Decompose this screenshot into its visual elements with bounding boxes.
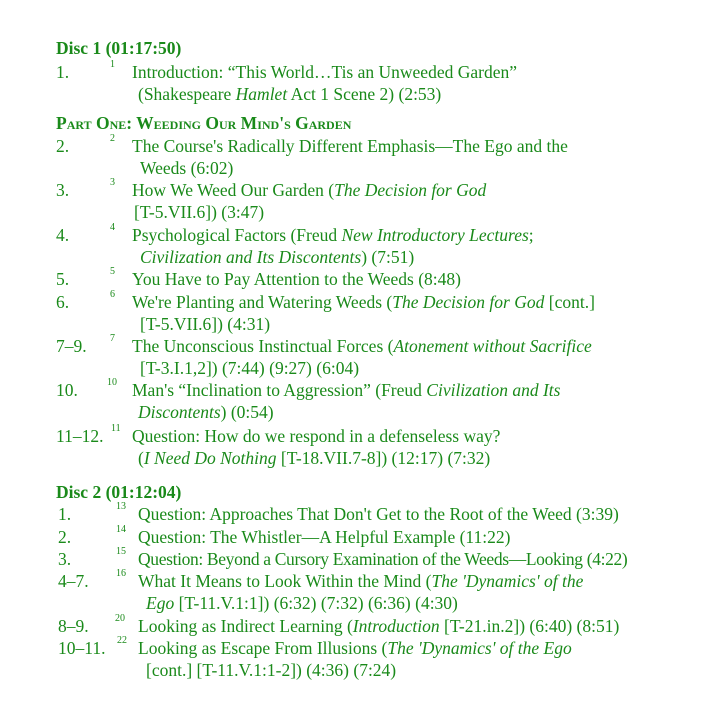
track-title-continued: Weeds (6:02) (140, 158, 234, 178)
track-title: Man's “Inclination to Aggression” (Freud Civilization and Its (132, 380, 561, 400)
track-index: 3 (110, 177, 115, 188)
track-number: 10–11. (58, 638, 106, 658)
track-index: 14 (116, 524, 126, 535)
track-title-continued: Discontents) (0:54) (138, 402, 274, 422)
track-title: What It Means to Look Within the Mind (The 'Dynamics' of the (138, 571, 584, 591)
track-title: How We Weed Our Garden (The Decision for God (132, 180, 487, 200)
track-number: 1. (56, 62, 70, 82)
track-title: Question: How do we respond in a defenseless way? (132, 426, 501, 446)
track-index: 4 (110, 222, 115, 233)
track-number: 6. (56, 292, 70, 312)
track-index: 16 (116, 568, 126, 579)
track-index: 1 (110, 59, 115, 70)
track-index: 22 (117, 635, 127, 646)
track-title-continued: [cont.] [T-11.V.1:1-2]) (4:36) (7:24) (146, 660, 397, 680)
track-title: Looking as Indirect Learning (Introduction [T-21.in.2]) (6:40) (8:51) (138, 616, 620, 636)
track-title-continued: [T-5.VII.6]) (4:31) (140, 314, 271, 334)
track-number: 11–12. (56, 426, 104, 446)
track-index: 13 (116, 501, 126, 512)
track-number: 8–9. (58, 616, 89, 636)
track-title: We're Planting and Watering Weeds (The Decision for God [cont.] (132, 292, 595, 312)
track-number: 10. (56, 380, 78, 400)
track-number: 4–7. (58, 571, 89, 591)
track-index: 15 (116, 546, 126, 557)
track-index: 5 (110, 266, 115, 277)
track-title-continued: Civilization and Its Discontents) (7:51) (140, 247, 415, 267)
disc-1-heading: Disc 1 (01:17:50) (56, 38, 182, 58)
track-title: Psychological Factors (Freud New Introductory Lectures; (132, 225, 534, 245)
track-title: The Unconscious Instinctual Forces (Atonement without Sacrifice (132, 336, 592, 356)
track-number: 3. (56, 180, 70, 200)
track-title: Question: The Whistler—A Helpful Example (11:22) (138, 527, 511, 547)
track-title-continued: (I Need Do Nothing [T-18.VII.7-8]) (12:17) (7:32) (138, 448, 491, 468)
track-title-continued: [T-5.VII.6]) (3:47) (134, 202, 265, 222)
track-number: 2. (58, 527, 72, 547)
track-index: 20 (115, 613, 125, 624)
track-title: Question: Approaches That Don't Get to the Root of the Weed (3:39) (138, 504, 619, 524)
track-index: 11 (111, 423, 121, 434)
track-title-continued: (Shakespeare Hamlet Act 1 Scene 2) (2:53) (138, 84, 442, 104)
track-number: 4. (56, 225, 70, 245)
track-index: 6 (110, 289, 115, 300)
track-number: 7–9. (56, 336, 87, 356)
track-number: 2. (56, 136, 70, 156)
track-number: 3. (58, 549, 72, 569)
track-title: Looking as Escape From Illusions (The 'Dynamics' of the Ego (138, 638, 572, 658)
track-index: 2 (110, 133, 115, 144)
track-title: Introduction: “This World…Tis an Unweeded Garden” (132, 62, 517, 82)
track-title-continued: Ego [T-11.V.1:1]) (6:32) (7:32) (6:36) (4:30) (146, 593, 458, 613)
track-title: The Course's Radically Different Emphasis—The Ego and the (132, 136, 568, 156)
track-title: Question: Beyond a Cursory Examination of the Weeds—Looking (4:22) (138, 549, 628, 569)
track-index: 10 (107, 377, 117, 388)
disc-2-heading: Disc 2 (01:12:04) (56, 482, 182, 502)
track-number: 5. (56, 269, 70, 289)
part-one-heading: Part One: Weeding Our Mind's Garden (56, 113, 352, 133)
track-index: 7 (110, 333, 115, 344)
track-number: 1. (58, 504, 72, 524)
track-title-continued: [T-3.I.1,2]) (7:44) (9:27) (6:04) (140, 358, 360, 378)
track-title: You Have to Pay Attention to the Weeds (8:48) (132, 269, 461, 289)
